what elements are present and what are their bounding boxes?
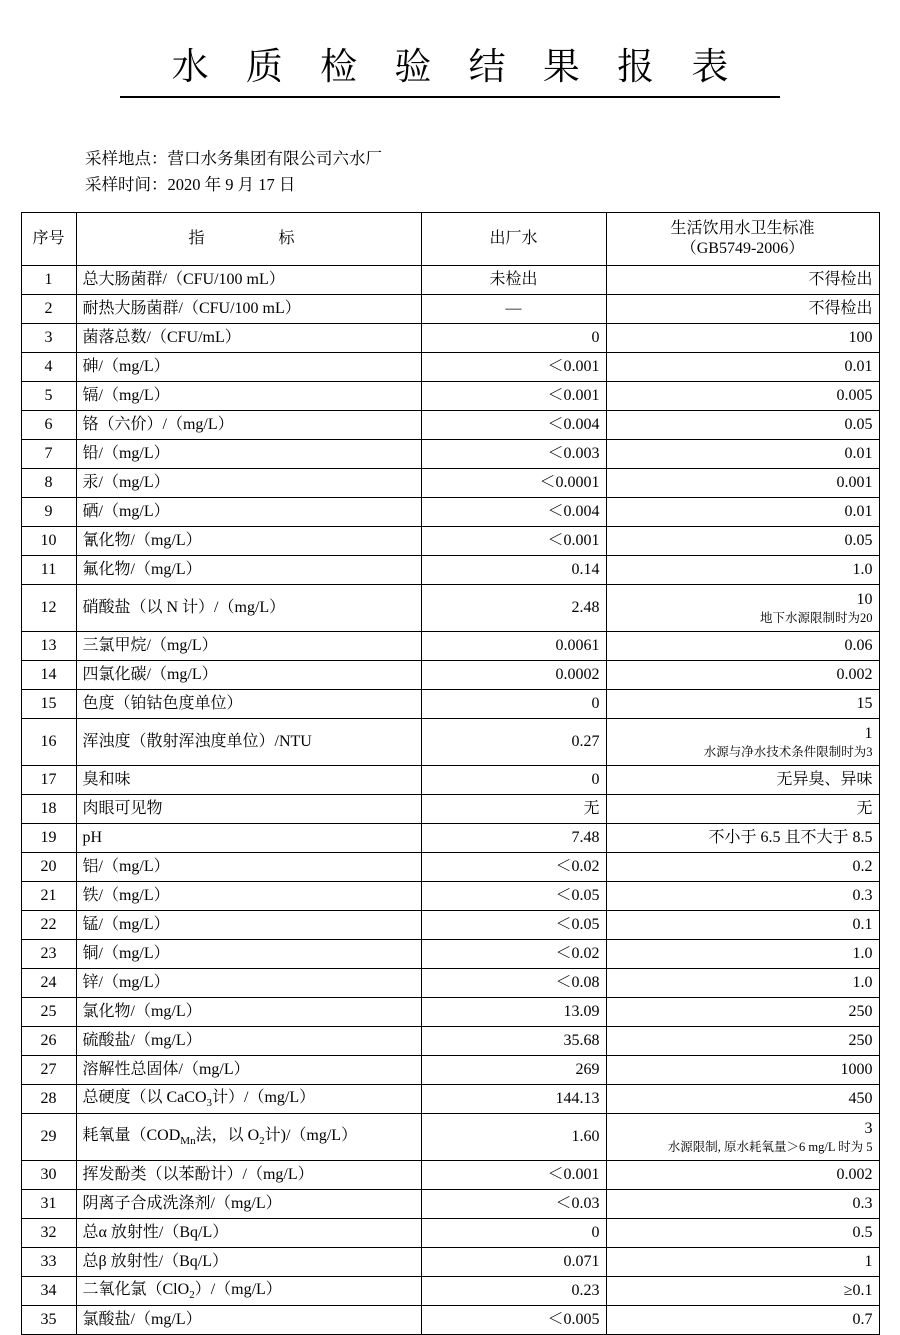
column-header-item — [76, 213, 421, 266]
table-row — [21, 719, 879, 766]
table-row — [21, 911, 879, 940]
row-standard-value — [606, 266, 879, 295]
standard-limit: 0.3 — [852, 1195, 873, 1212]
row-measured-value: 0 — [421, 766, 606, 795]
row-index: 33 — [21, 1248, 76, 1277]
standard-limit: 100 — [848, 329, 873, 346]
standard-limit: 1 — [864, 724, 873, 742]
row-item-name: 色度（铂钴色度单位） — [76, 690, 421, 719]
table-row — [21, 766, 879, 795]
standard-note: 地下水源限制时为20 — [759, 610, 873, 625]
row-measured-value: — — [421, 295, 606, 324]
row-standard-value — [606, 1190, 879, 1219]
row-index: 26 — [21, 1027, 76, 1056]
row-standard-value — [606, 766, 879, 795]
table-row — [21, 1190, 879, 1219]
row-measured-value: ＜0.004 — [421, 498, 606, 527]
row-measured-value: 0.14 — [421, 556, 606, 585]
column-header-standard-line1: 生活饮用水卫生标准 — [670, 220, 815, 237]
table-row — [21, 295, 879, 324]
row-item-name: 耐热大肠菌群/（CFU/100 mL） — [76, 295, 421, 324]
row-item-name: 挥发酚类（以苯酚计）/（mg/L） — [76, 1161, 421, 1190]
row-item-name: 四氯化碳/（mg/L） — [76, 661, 421, 690]
table-header — [21, 213, 879, 266]
row-item-name: pH — [76, 824, 421, 853]
row-measured-value: 0.071 — [421, 1248, 606, 1277]
water-quality-table — [21, 212, 880, 1335]
row-item-name: 铜/（mg/L） — [76, 940, 421, 969]
row-standard-value — [606, 411, 879, 440]
row-index: 6 — [21, 411, 76, 440]
row-index: 29 — [21, 1114, 76, 1161]
row-item-name: 肉眼可见物 — [76, 795, 421, 824]
table-row — [21, 1219, 879, 1248]
table-row — [21, 1056, 879, 1085]
row-standard-value — [606, 1248, 879, 1277]
row-index: 5 — [21, 382, 76, 411]
standard-limit: 不得检出 — [808, 300, 873, 317]
row-item-name: 氯化物/（mg/L） — [76, 998, 421, 1027]
row-index: 1 — [21, 266, 76, 295]
row-item-name: 镉/（mg/L） — [76, 382, 421, 411]
row-measured-value: ＜0.08 — [421, 969, 606, 998]
standard-limit: 不得检出 — [808, 271, 873, 288]
row-measured-value: ＜0.003 — [421, 440, 606, 469]
row-item-name: 铝/（mg/L） — [76, 853, 421, 882]
column-header-item-label: 指 标 — [188, 230, 309, 247]
row-index: 27 — [21, 1056, 76, 1085]
row-standard-value — [606, 719, 879, 766]
row-index: 7 — [21, 440, 76, 469]
row-standard-value — [606, 353, 879, 382]
table-row — [21, 411, 879, 440]
row-measured-value: 0.0002 — [421, 661, 606, 690]
page-title: 水 质 检 验 结 果 报 表 — [171, 47, 743, 88]
row-standard-value — [606, 882, 879, 911]
row-item-name: 铁/（mg/L） — [76, 882, 421, 911]
row-measured-value: ＜0.03 — [421, 1190, 606, 1219]
standard-limit: 0.05 — [844, 416, 873, 433]
standard-limit: 0.01 — [844, 358, 873, 375]
standard-limit: 无 — [856, 800, 873, 817]
row-index: 4 — [21, 353, 76, 382]
row-index: 16 — [21, 719, 76, 766]
row-item-name: 锌/（mg/L） — [76, 969, 421, 998]
row-standard-value — [606, 998, 879, 1027]
row-index: 23 — [21, 940, 76, 969]
row-item-name: 氟化物/（mg/L） — [76, 556, 421, 585]
row-item-name: 汞/（mg/L） — [76, 469, 421, 498]
row-index: 30 — [21, 1161, 76, 1190]
table-row — [21, 382, 879, 411]
row-item-name: 菌落总数/（CFU/mL） — [76, 324, 421, 353]
table-body — [21, 266, 879, 1335]
row-item-name: 锰/（mg/L） — [76, 911, 421, 940]
column-header-standard — [606, 213, 879, 266]
table-row — [21, 661, 879, 690]
standard-limit: 250 — [848, 1032, 873, 1049]
row-standard-value — [606, 382, 879, 411]
row-standard-value — [606, 527, 879, 556]
row-measured-value: 0.0061 — [421, 632, 606, 661]
row-measured-value: 1.60 — [421, 1114, 606, 1161]
table-row — [21, 353, 879, 382]
standard-limit: 不小于 6.5 且不大于 8.5 — [708, 829, 873, 846]
standard-limit: 0.002 — [836, 1166, 873, 1183]
report-meta — [85, 146, 900, 198]
table-row — [21, 527, 879, 556]
standard-limit: 0.005 — [836, 387, 873, 404]
row-item-name: 氯酸盐/（mg/L） — [76, 1306, 421, 1335]
row-measured-value: ＜0.02 — [421, 853, 606, 882]
row-standard-value — [606, 911, 879, 940]
row-measured-value: ＜0.001 — [421, 527, 606, 556]
table-row — [21, 1161, 879, 1190]
table-row — [21, 795, 879, 824]
table-row — [21, 585, 879, 632]
row-standard-value — [606, 940, 879, 969]
row-measured-value: 7.48 — [421, 824, 606, 853]
table-row — [21, 632, 879, 661]
row-item-name: 总β 放射性/（Bq/L） — [76, 1248, 421, 1277]
row-measured-value: 0.23 — [421, 1277, 606, 1306]
row-item-name: 阴离子合成洗涤剂/（mg/L） — [76, 1190, 421, 1219]
row-index: 3 — [21, 324, 76, 353]
row-index: 32 — [21, 1219, 76, 1248]
standard-limit: 0.01 — [844, 445, 873, 462]
row-item-name: 硝酸盐（以 N 计）/（mg/L） — [76, 585, 421, 632]
row-index: 18 — [21, 795, 76, 824]
row-index: 14 — [21, 661, 76, 690]
column-header-standard-line2: （GB5749-2006） — [680, 240, 805, 257]
row-standard-value — [606, 1114, 879, 1161]
standard-limit: 0.7 — [852, 1311, 873, 1328]
row-measured-value: ＜0.001 — [421, 353, 606, 382]
standard-limit: 1.0 — [852, 561, 873, 578]
row-standard-value — [606, 440, 879, 469]
row-index: 28 — [21, 1085, 76, 1114]
row-index: 20 — [21, 853, 76, 882]
table-row — [21, 440, 879, 469]
standard-limit: 0.05 — [844, 532, 873, 549]
standard-limit: 450 — [848, 1090, 873, 1107]
table-row — [21, 1027, 879, 1056]
standard-limit: 0.01 — [844, 503, 873, 520]
title-container — [120, 0, 780, 98]
row-index: 11 — [21, 556, 76, 585]
row-standard-value — [606, 632, 879, 661]
row-measured-value: ＜0.02 — [421, 940, 606, 969]
row-standard-value — [606, 824, 879, 853]
standard-limit: 0.3 — [852, 887, 873, 904]
table-row — [21, 998, 879, 1027]
row-standard-value — [606, 1161, 879, 1190]
table-row — [21, 324, 879, 353]
sampling-location: 采样地点：营口水务集团有限公司六水厂 — [85, 149, 382, 168]
table-row — [21, 1085, 879, 1114]
table-row — [21, 824, 879, 853]
standard-limit: 0.002 — [836, 666, 873, 683]
row-measured-value: 35.68 — [421, 1027, 606, 1056]
standard-limit: 0.2 — [852, 858, 873, 875]
row-measured-value: ＜0.0001 — [421, 469, 606, 498]
table-header-row — [21, 213, 879, 266]
row-standard-value — [606, 585, 879, 632]
row-item-name: 溶解性总固体/（mg/L） — [76, 1056, 421, 1085]
row-standard-value — [606, 690, 879, 719]
row-item-name: 砷/（mg/L） — [76, 353, 421, 382]
row-measured-value: 269 — [421, 1056, 606, 1085]
row-measured-value: ＜0.05 — [421, 911, 606, 940]
sampling-date: 采样时间：2020 年 9 月 17 日 — [85, 175, 296, 194]
standard-limit: 15 — [856, 695, 873, 712]
standard-limit: 0.1 — [852, 916, 873, 933]
row-standard-value — [606, 556, 879, 585]
table-row — [21, 853, 879, 882]
row-index: 9 — [21, 498, 76, 527]
column-header-value: 出厂水 — [421, 213, 606, 266]
row-standard-value — [606, 295, 879, 324]
row-measured-value: 无 — [421, 795, 606, 824]
row-item-name: 三氯甲烷/（mg/L） — [76, 632, 421, 661]
row-item-name: 浑浊度（散射浑浊度单位）/NTU — [76, 719, 421, 766]
row-index: 31 — [21, 1190, 76, 1219]
row-measured-value: 0 — [421, 690, 606, 719]
standard-limit: 0.5 — [852, 1224, 873, 1241]
row-index: 17 — [21, 766, 76, 795]
row-item-name: 总大肠菌群/（CFU/100 mL） — [76, 266, 421, 295]
row-item-name: 硫酸盐/（mg/L） — [76, 1027, 421, 1056]
row-standard-value — [606, 1085, 879, 1114]
row-index: 13 — [21, 632, 76, 661]
row-standard-value — [606, 1027, 879, 1056]
row-standard-value — [606, 1306, 879, 1335]
row-index: 35 — [21, 1306, 76, 1335]
row-standard-value — [606, 1056, 879, 1085]
row-item-name: 二氧化氯（ClO$_2$）/（mg/L） — [76, 1277, 421, 1306]
row-index: 2 — [21, 295, 76, 324]
row-index: 21 — [21, 882, 76, 911]
row-standard-value — [606, 1219, 879, 1248]
standard-limit: 1000 — [840, 1061, 873, 1078]
row-index: 8 — [21, 469, 76, 498]
row-measured-value: 未检出 — [421, 266, 606, 295]
row-measured-value: 144.13 — [421, 1085, 606, 1114]
column-header-no: 序号 — [21, 213, 76, 266]
standard-note: 水源限制, 原水耗氧量＞6 mg/L 时为 5 — [667, 1139, 873, 1154]
row-item-name: 耗氧量（$COD_{Mn}$法，以 $O_2$计)/（mg/L） — [76, 1114, 421, 1161]
table-row — [21, 1277, 879, 1306]
row-standard-value — [606, 498, 879, 527]
row-index: 25 — [21, 998, 76, 1027]
standard-limit: ≥0.1 — [843, 1282, 873, 1299]
table-row — [21, 1114, 879, 1161]
row-measured-value: ＜0.005 — [421, 1306, 606, 1335]
standard-limit: 10 — [856, 590, 873, 608]
table-row — [21, 690, 879, 719]
table-row — [21, 1248, 879, 1277]
table-row — [21, 498, 879, 527]
standard-limit: 1 — [864, 1253, 873, 1270]
table-row — [21, 940, 879, 969]
row-measured-value: 2.48 — [421, 585, 606, 632]
table-row — [21, 556, 879, 585]
row-index: 15 — [21, 690, 76, 719]
table-row — [21, 469, 879, 498]
row-item-name: 铬（六价）/（mg/L） — [76, 411, 421, 440]
row-measured-value: ＜0.001 — [421, 1161, 606, 1190]
row-measured-value: ＜0.001 — [421, 382, 606, 411]
table-row — [21, 882, 879, 911]
row-standard-value — [606, 1277, 879, 1306]
row-index: 34 — [21, 1277, 76, 1306]
row-item-name: 氰化物/（mg/L） — [76, 527, 421, 556]
row-item-name: 硒/（mg/L） — [76, 498, 421, 527]
row-index: 19 — [21, 824, 76, 853]
row-standard-value — [606, 795, 879, 824]
row-measured-value: 0 — [421, 1219, 606, 1248]
standard-limit: 250 — [848, 1003, 873, 1020]
table-row — [21, 266, 879, 295]
row-measured-value: ＜0.05 — [421, 882, 606, 911]
standard-limit: 0.001 — [836, 474, 873, 491]
row-index: 12 — [21, 585, 76, 632]
standard-note: 水源与净水技术条件限制时为3 — [703, 744, 873, 759]
row-standard-value — [606, 324, 879, 353]
row-standard-value — [606, 969, 879, 998]
table-row — [21, 969, 879, 998]
row-measured-value: 0 — [421, 324, 606, 353]
row-measured-value: ＜0.004 — [421, 411, 606, 440]
row-item-name: 臭和味 — [76, 766, 421, 795]
row-index: 10 — [21, 527, 76, 556]
standard-limit: 1.0 — [852, 945, 873, 962]
row-item-name: 总α 放射性/（Bq/L） — [76, 1219, 421, 1248]
standard-limit: 3 — [864, 1119, 873, 1137]
row-standard-value — [606, 853, 879, 882]
row-standard-value — [606, 661, 879, 690]
row-index: 24 — [21, 969, 76, 998]
row-measured-value: 0.27 — [421, 719, 606, 766]
table-row — [21, 1306, 879, 1335]
standard-limit: 1.0 — [852, 974, 873, 991]
row-index: 22 — [21, 911, 76, 940]
standard-limit: 无异臭、异味 — [776, 771, 873, 788]
standard-limit: 0.06 — [844, 637, 873, 654]
row-item-name: 铅/（mg/L） — [76, 440, 421, 469]
row-standard-value — [606, 469, 879, 498]
row-item-name: 总硬度（以 CaCO$_3$计）/（mg/L） — [76, 1085, 421, 1114]
row-measured-value: 13.09 — [421, 998, 606, 1027]
